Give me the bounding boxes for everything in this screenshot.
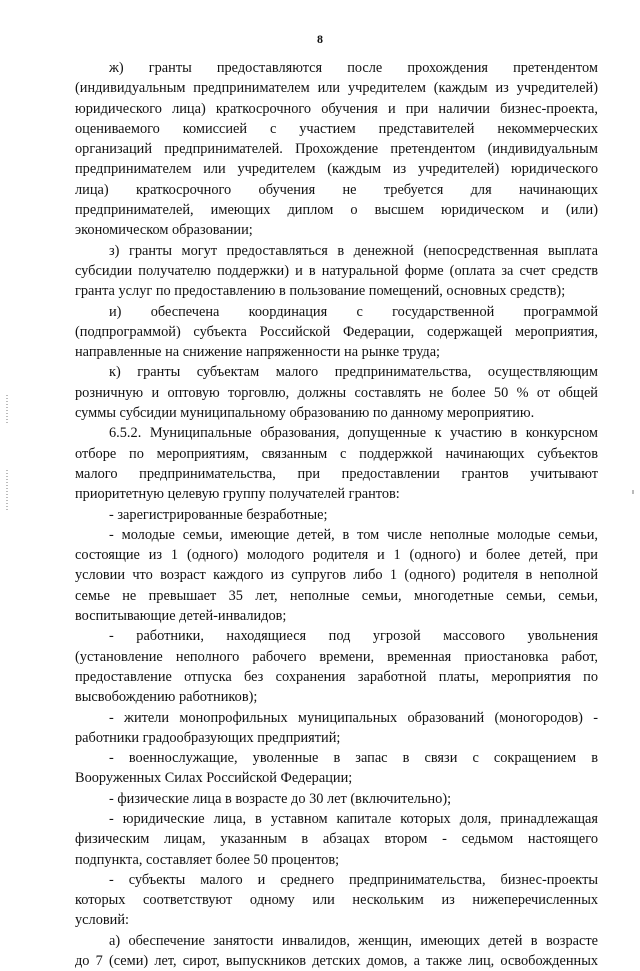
text-line: - субъекты малого и среднего предпринимательства, бизнес-проекты (109, 871, 598, 888)
text-line: условий: (75, 912, 129, 929)
text-line: до 7 (семи) лет, сирот, выпускников детских домов, а также лиц, освобожденных (75, 953, 598, 970)
paragraph (75, 58, 598, 241)
page-number: 8 (317, 32, 323, 46)
text-line: работники градообразующих предприятий; (75, 729, 341, 746)
text-line: воспитывающие детей-инвалидов; (75, 608, 287, 625)
text-line: - физические лица в возрасте до 30 лет (включительно); (109, 790, 452, 807)
text-line: направленные на снижение напряженности на рынке труда; (75, 344, 441, 361)
paragraph (75, 626, 598, 707)
text-line: (индивидуальным предпринимателем или учредителем (каждым из учредителей) (75, 80, 598, 97)
text-line: а) обеспечение занятости инвалидов, женщин, имеющих детей в возрасте (109, 932, 598, 949)
text-line: субсидии получателю поддержки) и в натуральной форме (оплата за счет средств (75, 262, 598, 279)
text-line: предоставление отпуска без сохранения заработной платы, мероприятия по (75, 668, 598, 685)
text-line: и) обеспечена координация с государственной программой (109, 303, 598, 320)
text-line: экономическом образовании; (75, 222, 253, 239)
text-line: ж) гранты предоставляются после прохождения претендентом (109, 60, 598, 76)
paragraph (75, 708, 598, 749)
text-line: предпринимателем или учредителем (каждым из учредителей) юридического (75, 161, 598, 178)
paragraph (75, 302, 598, 363)
paragraph (75, 809, 598, 870)
scan-artifact (632, 490, 634, 494)
text-line: - жители монопрофильных муниципальных образований (моногородов) - (109, 709, 598, 726)
text-line: 6.5.2. Муниципальные образования, допущенные к участию в конкурсном (109, 425, 598, 442)
document-body (75, 58, 598, 971)
paragraph (75, 789, 598, 809)
text-line: к) гранты субъектам малого предпринимательства, осуществляющим (109, 364, 598, 381)
paragraph (75, 423, 598, 504)
text-line: з) гранты могут предоставляться в денежной (непосредственная выплата (109, 242, 598, 259)
paragraph (75, 505, 598, 525)
paragraph (75, 870, 598, 931)
text-line: которых соответствуют одному или нескольким из нижеперечисленных (75, 892, 598, 909)
text-line: состоящие из 1 (одного) молодого родителя и 1 (одного) и более детей, при (75, 547, 598, 564)
text-line: - зарегистрированные безработные; (109, 506, 328, 523)
paragraph (75, 241, 598, 302)
text-line: (установление неполного рабочего времени, временная приостановка работ, (75, 648, 598, 665)
text-line: гранта услуг по предоставлению в пользование помещений, основных средств); (75, 283, 566, 300)
text-line: розничную и оптовую торговлю, должны составлять не более 50 % от общей (75, 384, 598, 401)
text-line: малого предпринимательства, при предоставлении грантов учитывают (75, 465, 598, 482)
text-line: семье не превышает 35 лет, неполные семьи, многодетные семьи, семьи, (75, 587, 598, 604)
text-line: предпринимателей, имеющих диплом о высшем юридическом и (или) (75, 202, 598, 219)
text-line: организаций предпринимателей. Прохождение претендентом (индивидуальным (75, 141, 598, 158)
text-line: - молодые семьи, имеющие детей, в том числе неполные молодые семьи, (109, 526, 598, 543)
text-line: - юридические лица, в уставном капитале которых доля, принадлежащая (109, 810, 598, 827)
text-line: высвобождению работников); (75, 689, 258, 706)
text-line: оцениваемого комиссией с участием представителей некоммерческих (75, 120, 598, 137)
paragraph (75, 931, 598, 971)
text-line: суммы субсидии муниципальному образованию по данному мероприятию. (75, 405, 535, 422)
text-line: юридического лица) краткосрочного обучения и при наличии бизнес-проекта, (75, 100, 598, 117)
scan-artifact (6, 395, 8, 425)
paragraph (75, 748, 598, 789)
text-line: физическим лицам, указанным в абзацах втором - седьмом настоящего (75, 831, 598, 848)
scan-artifact (6, 470, 8, 510)
text-line: - военнослужащие, уволенные в запас в связи с сокращением в (109, 750, 598, 767)
paragraph (75, 362, 598, 423)
text-line: Вооруженных Силах Российской Федерации; (75, 770, 353, 787)
text-line: подпункта, составляет более 50 процентов; (75, 851, 340, 868)
paragraph (75, 525, 598, 626)
text-line: приоритетную целевую группу получателей грантов: (75, 486, 400, 503)
text-line: - работники, находящиеся под угрозой массового увольнения (109, 628, 598, 645)
text-line: отборе по мероприятиям, связанным с поддержкой начинающих субъектов (75, 445, 598, 462)
text-line: условии что возраст каждого из супругов либо 1 (одного) родителя в неполной (75, 567, 598, 584)
text-line: лица) краткосрочного обучения не требуется для начинающих (75, 181, 598, 198)
text-line: (подпрограммой) субъекта Российской Федерации, содержащей мероприятия, (75, 323, 598, 340)
